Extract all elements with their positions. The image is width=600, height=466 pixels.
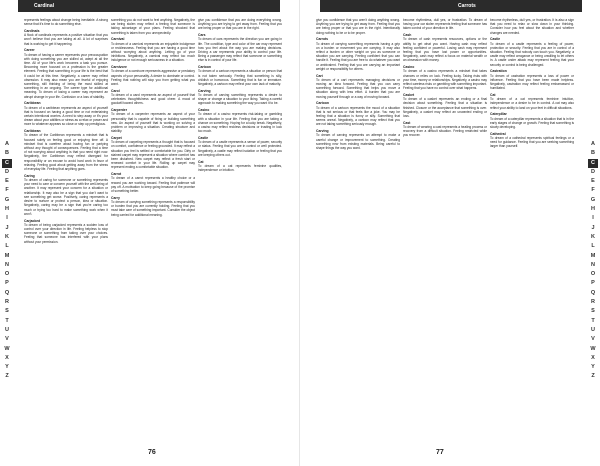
entry-text: To dream of a casket represents an ending or a final decision about something. Feeling that a situation is finished. Closure or the acceptance that something is over. Negatively, a casket may reflect an unwanted ending or loss.	[403, 97, 487, 119]
entry-text: To dream of a carnivore represents aggressive or predatory aspects of your personality. A desire to dominate or control. Feeling that nothing will stop you from getting what you want.	[111, 69, 195, 87]
entry-term: Caterpillar	[490, 112, 507, 117]
entry-text: represents feelings about change being inevitable. A strong sense that it's time to do something else.	[24, 18, 108, 27]
alphabet-letter-w: W	[590, 345, 596, 352]
dictionary-entry	[24, 18, 108, 26]
left-header-title: Cardinal	[34, 3, 55, 9]
entry-text: To dream of carpeting represents a thought that is focused on comfort, confidence or feeling grounded. It may reflect a situation you feel is settled or comfortable for you. Dirty or stained carpet may represent a situation where comfort has been disturbed. New carpet may reflect a fresh start or renewed comfort in your life. Rolling up carpet may represent ending a comfortable situation.	[111, 140, 195, 170]
alphabet-letter-f: F	[591, 187, 595, 194]
entry-term: Cartoon	[316, 101, 329, 106]
entry-term: Caribbean	[24, 101, 41, 106]
entry-text: To dream of a carol represents an aspect of yourself that celebrates thoughtfulness and good cheer. A mood of goodwill toward others.	[111, 93, 195, 106]
left-header-bar	[18, 0, 280, 12]
alphabet-letter-v: V	[5, 336, 9, 343]
alphabet-letter-u: U	[591, 326, 595, 333]
dictionary-entry	[403, 93, 487, 118]
entry-term: Carving	[198, 88, 211, 93]
alphabet-letter-w: W	[4, 345, 10, 352]
entry-text: To dream of having a career represents your preoccupation with doing something you are skilled at, adept at all the time. All of your life's work becomes a task you pursue. Becoming more focused on a profession is the greater element. Feeling that something in your life is the best that it could be at this time. Negatively, a career may reflect obsession. It may also mean you are fearful of enjoying something, still thinking of being the most skilled at something in an ongoing. The career type for additional meaning. To dream of losing a career may represent an abrupt change in your life. Confusion or a loss of stability.	[24, 52, 108, 99]
entry-text: To dream of carrying something represents having a grip on a burden or movement you are carrying. It may also reflect a burden or other weight on you as someone or situation you are carrying. Feeling confident that you can handle it. Feeling that you are free to do whatever you want or ambivalent. Feeling that you are carrying an important weight or responsibility for others.	[316, 41, 400, 71]
entry-term: Cardinals	[24, 29, 40, 33]
entry-text: To dream of a cartoon represents the mood of a situation that is not serious or that feels like a joke. You may be feeling that a situation is funny or silly. Something that seems unreal. Negatively, a cartoon may reflect that you are not taking something seriously enough.	[316, 105, 400, 127]
alphabet-letter-o: O	[4, 271, 10, 278]
dictionary-entry	[198, 160, 282, 173]
alphabet-letter-v: V	[591, 336, 595, 343]
entry-text: To dream of a caterpillar represents a situation that is in the early stages of change or growth. Feeling that something is slowly developing.	[490, 116, 574, 130]
dictionary-entry	[24, 48, 108, 98]
entry-text: A flock of cardinals represents a positive situation that you won't believe that you are taking at all. A lot of surprises that is working to get it happening.	[24, 33, 108, 46]
left-column-3	[198, 18, 282, 438]
entry-term: Carving	[316, 129, 329, 134]
entry-term: Cathedral	[490, 131, 506, 136]
dictionary-entry	[198, 33, 282, 62]
alphabet-letter-b: B	[591, 150, 595, 157]
right-page-number: 77	[436, 449, 444, 456]
entry-term: Casino	[403, 65, 415, 70]
alphabet-letter-n: N	[5, 261, 9, 268]
alphabet-letter-y: Y	[5, 364, 9, 371]
entry-term: Casino	[198, 108, 210, 113]
left-page-number: 76	[148, 449, 156, 456]
entry-term: Carol	[111, 88, 120, 93]
dictionary-entry	[316, 18, 400, 35]
alphabet-letter-k: K	[591, 233, 595, 240]
entry-text: give you confidence that you are doing everything wrong. Anything you are trying to get away from. Feeling that you are being proper or that you are in the right.	[198, 18, 282, 31]
alphabet-letter-i: I	[6, 215, 8, 222]
alphabet-letter-c: C	[2, 159, 12, 168]
dictionary-entry	[490, 37, 574, 66]
dictionary-entry	[24, 101, 108, 126]
dictionary-entry	[24, 174, 108, 216]
alphabet-letter-c: C	[588, 159, 598, 168]
alphabet-letter-d: D	[5, 168, 9, 175]
alphabet-letter-z: Z	[591, 373, 595, 380]
entry-term: Cast	[403, 120, 411, 125]
dictionary-entry	[111, 172, 195, 193]
dictionary-entry	[490, 69, 574, 90]
dictionary-entry	[403, 65, 487, 90]
entry-text: give you confidence that you aren't doing anything wrong. Anything you are trying to get away from. Feeling that you are being proper or that you are in the right. Intentionally doing nothing to be or to be proper.	[316, 18, 400, 35]
alphabet-letter-x: X	[5, 354, 9, 361]
alphabet-letter-t: T	[591, 317, 595, 324]
entry-text: become rhythmless, dull yes, or frustration. It is also a sign that you need to relax or slow down in your thinking. Consider how you feel about the situation and whether changes are needed.	[490, 18, 574, 35]
entry-text: To dream of a carnival represents an enjoyable indulgence or recklessness. Feeling that you are having a good time without worrying about anything. Letting go of your inhibitions. Negatively, a carnival may reflect too much indulgence or not enough seriousness in a situation.	[111, 41, 195, 63]
alphabet-letter-s: S	[5, 308, 9, 315]
dictionary-entry	[198, 136, 282, 157]
entry-text: become rhythmless, dull yes, or frustration. To dream of having your car stolen represents feeling that someone has taken control of your direction in life.	[403, 18, 487, 31]
right-header-bar	[320, 0, 582, 12]
alphabet-letter-m: M	[590, 252, 596, 259]
alphabet-letter-z: Z	[5, 373, 9, 380]
entry-term: Cash	[403, 33, 412, 38]
entry-term: Castle	[198, 136, 209, 141]
right-column-1	[316, 18, 400, 438]
dictionary-entry	[316, 101, 400, 126]
entry-text: To dream of carving represents an attempt to make a careful change or improvement to something. Creating something new from existing materials. Being careful to shape things the way you want.	[316, 133, 400, 151]
entry-term: Cart	[316, 73, 323, 78]
entry-term: Career	[24, 48, 35, 53]
alphabet-letter-p: P	[5, 280, 9, 287]
dictionary-entry	[490, 132, 574, 149]
entry-text: To dream of wearing a cast represents a healing process or recovery from a difficult situation. Feeling restricted while you recover.	[403, 125, 487, 138]
alphabet-letter-o: O	[590, 271, 596, 278]
entry-term: Castle	[490, 37, 501, 42]
alphabet-letter-l: L	[5, 243, 9, 250]
alphabet-letter-i: I	[592, 215, 594, 222]
entry-text: To dream of a cat represents feminine qualities, independence or intuition.	[198, 163, 282, 173]
entry-text: To dream of a carpenter represents an aspect of your personality that is capable of fixing or building something new. An aspect of yourself that is working on solving a problem or improving a situation. Creating structure and stability.	[111, 112, 195, 134]
entry-text: To dream of a casino represents risk-taking or gambling with a situation in your life. Feeling that you are taking a chance on something. Hoping for a lucky break. Negatively, a casino may reflect reckless decisions or trusting in luck too much.	[198, 112, 282, 134]
alphabet-letter-e: E	[5, 178, 9, 185]
alphabet-letter-a: A	[5, 141, 9, 147]
dictionary-entry	[198, 89, 282, 106]
dictionary-entry	[24, 219, 108, 244]
alphabet-letter-r: R	[591, 299, 595, 306]
right-alphabet-index	[588, 140, 598, 382]
entry-text: To dream of a carrot represents a healthy choice or a reward you are working toward. Feeling that patience will pay off. A motivation to keep going because of the promise of something better.	[111, 176, 195, 194]
dictionary-entry	[111, 18, 195, 35]
dictionary-entry	[316, 37, 400, 71]
entry-term: Caring	[24, 173, 35, 178]
dictionary-entry	[490, 93, 574, 110]
dictionary-entry	[198, 65, 282, 86]
dictionary-entry	[24, 29, 108, 46]
entry-text: To dream of a cathedral represents spiritual feelings or a need for guidance. Feeling that you are seeking something larger than yourself.	[490, 136, 574, 149]
alphabet-letter-a: A	[591, 141, 595, 147]
alphabet-letter-y: Y	[591, 364, 595, 371]
dictionary-entry	[316, 129, 400, 150]
right-header-title: Carrots	[458, 3, 476, 9]
entry-term: Carpenter	[111, 108, 128, 113]
alphabet-letter-k: K	[5, 233, 9, 240]
entry-text: To dream of the Caribbean represents a mindset that is focused solely on feeling good or enjoying time off. A mindset that is carefree about having fun or partying without any thought of consequences. Feeling that a time of not worrying about anything is that you need right now. Negatively, the Caribbean may reflect disregard for responsibility or an excuse to avoid hard work in favor of relaxing. Feeling good about getting away from the stress of everyday life. Feeling that anything goes.	[24, 133, 108, 172]
entry-text: To dream of being carjacked represents a sudden loss of control over your direction in life. Feeling helpless to stop someone or something from taking over your choices. Feeling that someone has interfered with your plans without your permission.	[24, 222, 108, 244]
dictionary-entry	[403, 121, 487, 138]
alphabet-letter-u: U	[5, 326, 9, 333]
left-alphabet-index	[2, 140, 12, 382]
entry-text: To dream of a casino represents a mindset that takes chances or relies on luck. Feeling lucky. Taking risks with your time, money or relationships. Negatively, a casino may reflect careless risks or gambling with something important. Feeling that you have no control over what happens.	[403, 69, 487, 91]
entry-term: Carnivore	[111, 65, 127, 70]
dictionary-entry	[198, 108, 282, 133]
alphabet-letter-p: P	[591, 280, 595, 287]
entry-text: To dream of castration represents a loss of power or influence. Feeling that you have been made helpless. Negatively, castration may reflect feeling embarrassed or humiliated.	[490, 73, 574, 91]
entry-term: Caribbean	[24, 129, 41, 134]
entry-term: Cat	[198, 159, 204, 164]
entry-term: Carry	[111, 195, 120, 200]
entry-term: Casket	[403, 93, 415, 98]
entry-text: To dream of carrying something represents a responsibility or burden that you are currently holding. Feeling that you must take care of something important. Consider the object being carried for additional meaning.	[111, 200, 195, 217]
alphabet-letter-g: G	[590, 196, 596, 203]
dictionary-entry	[111, 65, 195, 86]
alphabet-letter-s: S	[591, 308, 595, 315]
alphabet-letter-r: R	[5, 299, 9, 306]
alphabet-letter-x: X	[591, 354, 595, 361]
alphabet-letter-t: T	[5, 317, 9, 324]
alphabet-letter-g: G	[4, 196, 10, 203]
entry-text: To dream of caring for someone or something represents your need to care or concern yourself with the well-being of another. It may represent your concern for a situation or relationship. It may also be a sign that you don't want to see something get worse. Positively, caring represents a desire to nurture or protect a person, idea or situation. Negatively, caring may be a sign that you're caring too much or trying too hard to make something work when it won't.	[24, 178, 108, 216]
dictionary-entry	[403, 33, 487, 62]
alphabet-letter-m: M	[4, 252, 10, 259]
entry-term: Cat	[490, 93, 496, 98]
dictionary-entry	[490, 18, 574, 35]
entry-text: To dream of a cart represents managing decisions or moving an idea forward. Feeling that you can carry something forward. Something that helps you move a situation along with less effort. A burden that you are moving yourself through or a way of moving forward.	[316, 77, 400, 99]
entry-term: Carrot	[111, 172, 122, 177]
left-column-1	[24, 18, 108, 438]
alphabet-letter-b: B	[5, 150, 9, 157]
right-column-3	[490, 18, 574, 438]
dictionary-entry	[111, 196, 195, 217]
alphabet-letter-q: Q	[4, 289, 10, 296]
alphabet-letter-d: D	[591, 168, 595, 175]
entry-text: To dream of carving something represents a desire to shape or change a situation to your liking. Taking a careful approach to making something the way you want it to be.	[198, 93, 282, 106]
alphabet-letter-j: J	[5, 224, 9, 231]
entry-text: To dream of a castle represents a sense of power, security or status. Feeling that you are in control or well protected. Negatively, a castle may reflect isolation or feeling that you are keeping others out.	[198, 140, 282, 157]
alphabet-letter-h: H	[591, 206, 595, 213]
dictionary-entry	[403, 18, 487, 31]
dictionary-entry	[316, 74, 400, 99]
entry-term: Carjacked	[24, 218, 41, 223]
alphabet-letter-e: E	[591, 178, 595, 185]
entry-text: To dream of a castle represents a feeling of power, protection or security. Feeling that you are in control of a situation. Feeling that nobody can touch you. Negatively, a castle may reflect arrogance or being unwilling to let others in. A castle under attack may represent feeling that your security or control is being challenged.	[490, 41, 574, 67]
entry-text: To dream of a cat represents feminine intuition, independence or a desire to be in control. A cat may also reflect your ability to land on your feet in difficult situations.	[490, 97, 574, 110]
entry-term: Castration	[490, 69, 507, 74]
dictionary-entry	[111, 136, 195, 170]
alphabet-letter-f: F	[5, 187, 9, 194]
alphabet-letter-h: H	[5, 206, 9, 213]
right-page	[300, 0, 600, 466]
alphabet-letter-j: J	[591, 224, 595, 231]
alphabet-letter-l: L	[591, 243, 595, 250]
dictionary-entry	[111, 108, 195, 133]
entry-text: To dream of a caribbean represents an aspect of yourself that is focused on having a good time or not entertaining certain intentional worries. A need to step away or it's your dream about your abilities or stress as a relax or power and more to whatever appears so close or step up prestigious.	[24, 105, 108, 127]
dictionary-entry	[24, 129, 108, 171]
alphabet-letter-n: N	[591, 261, 595, 268]
dictionary-entry	[198, 18, 282, 31]
alphabet-letter-q: Q	[590, 289, 596, 296]
dictionary-entry	[490, 112, 574, 129]
entry-term: Cartoon	[198, 65, 211, 70]
left-column-2	[111, 18, 195, 438]
entry-term: Cars	[198, 33, 206, 38]
entry-term: Carnival	[111, 37, 125, 42]
entry-text: To dream of cars represents the direction you are going in life. The condition, type and color of the car may represent how you feel about the way you are making decisions. Driving a car represents your ability to control your life. Being a passenger may reflect that someone or something else is in control of your life.	[198, 37, 282, 63]
entry-text: To dream of a cartoon represents a situation or person that is not taken seriously. Feeling that something is silly, childish or humorous. Something that is fun or immature. Negatively, a cartoon may reflect your own lack of maturity.	[198, 69, 282, 87]
dictionary-entry	[111, 37, 195, 62]
right-column-2	[403, 18, 487, 438]
entry-text: To dream of cash represents resources, options or the ability to get what you want. Having cash may reflect feeling confident or powerful. Losing cash may represent feeling that you have lost power or opportunities. Negatively, cash may reflect a focus on material wealth or an obsession with money.	[403, 37, 487, 63]
entry-text: something you do not want to feel anything. Negatively, the car being stolen may reflect a feeling that someone is taking advantage of your plans. Feeling shocked that something is taken from you unexpectedly.	[111, 18, 195, 35]
entry-term: Carrots	[316, 37, 329, 42]
dictionary-entry	[111, 89, 195, 106]
entry-term: Carpet	[111, 136, 122, 141]
